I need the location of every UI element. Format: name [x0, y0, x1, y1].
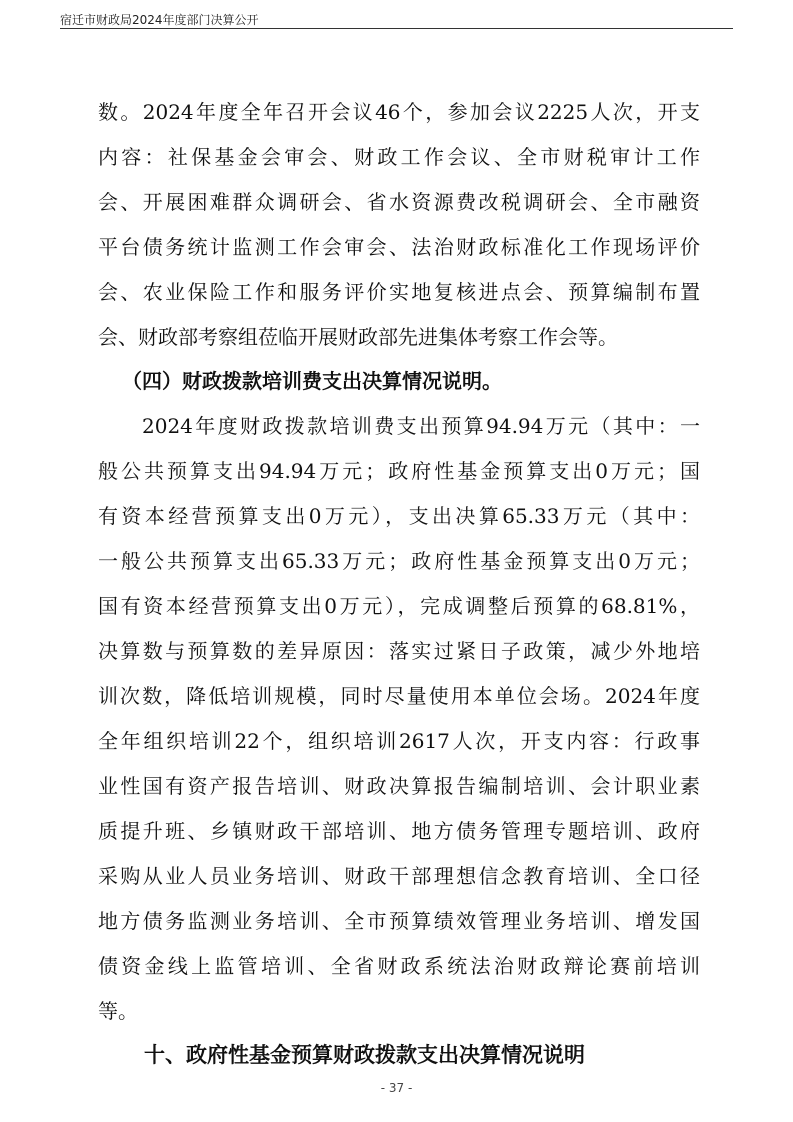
body-line: 平台债务统计监测工作会审会、法治财政标准化工作现场评价: [98, 235, 700, 259]
body-line: 内容：社保基金会审会、财政工作会议、全市财税审计工作: [98, 145, 700, 169]
body-line: 一般公共预算支出65.33万元；政府性基金预算支出0万元；: [98, 549, 700, 573]
running-header: 宿迁市财政局2024年度部门决算公开: [60, 13, 259, 27]
body-line: 决算数与预算数的差异原因：落实过紧日子政策，减少外地培: [98, 639, 700, 663]
section-heading: 十、政府性基金预算财政拨款支出决算情况说明: [144, 1042, 585, 1067]
body-line: 会、农业保险工作和服务评价实地复核进点会、预算编制布置: [98, 280, 700, 304]
body-line: 全年组织培训22个，组织培训2617人次，开支内容：行政事: [98, 729, 700, 753]
body-line: 质提升班、乡镇财政干部培训、地方债务管理专题培训、政府: [98, 819, 700, 843]
body-line: 采购从业人员业务培训、财政干部理想信念教育培训、全口径: [98, 864, 700, 888]
body-line: 业性国有资产报告培训、财政决算报告编制培训、会计职业素: [98, 774, 700, 798]
body-line: 会、开展困难群众调研会、省水资源费改税调研会、全市融资: [98, 190, 700, 214]
body-line: 2024年度财政拨款培训费支出预算94.94万元（其中：一: [142, 414, 700, 438]
subheading: （四）财政拨款培训费支出决算情况说明。: [122, 369, 502, 393]
header-rule: [60, 28, 733, 29]
body-line: 数。2024年度全年召开会议46个，参加会议2225人次，开支: [98, 100, 700, 124]
body-line: 般公共预算支出94.94万元；政府性基金预算支出0万元；国: [98, 459, 700, 483]
body-line: 有资本经营预算支出0万元），支出决算65.33万元（其中：: [98, 504, 700, 528]
body-line: 债资金线上监管培训、全省财政系统法治财政辩论赛前培训: [98, 954, 700, 978]
body-line: 会、财政部考察组莅临开展财政部先进集体考察工作会等。: [98, 325, 618, 349]
body-line: 国有资本经营预算支出0万元），完成调整后预算的68.81%，: [98, 594, 700, 618]
body-line: 训次数，降低培训规模，同时尽量使用本单位会场。2024年度: [98, 684, 700, 708]
body-line: 地方债务监测业务培训、全市预算绩效管理业务培训、增发国: [98, 909, 700, 933]
page-number: - 37 -: [380, 1081, 413, 1095]
body-line: 等。: [98, 999, 138, 1023]
